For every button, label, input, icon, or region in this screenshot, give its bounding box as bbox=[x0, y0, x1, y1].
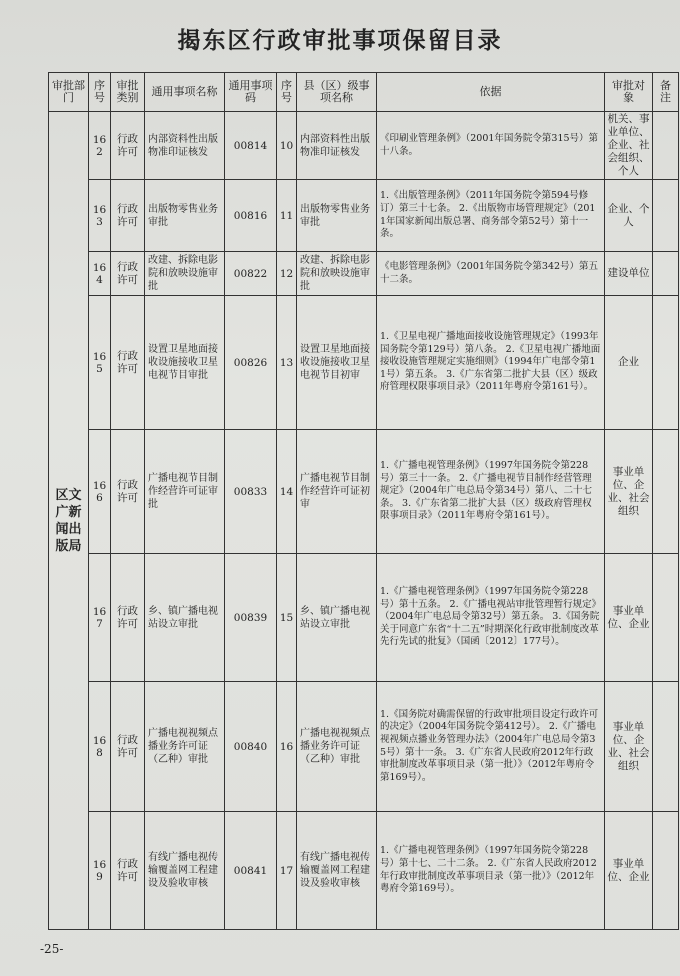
row-number: 169 bbox=[89, 812, 111, 930]
item-seq: 13 bbox=[277, 296, 297, 430]
item-code: 00822 bbox=[225, 252, 277, 296]
item-code: 00841 bbox=[225, 812, 277, 930]
approval-category: 行政许可 bbox=[111, 812, 145, 930]
item-name: 内部资料性出版物准印证核发 bbox=[145, 112, 225, 180]
legal-basis: 1.《出版管理条例》（2011年国务院令第594号修订）第三十七条。 2.《出版物市场管理规定》（2011年国家新闻出版总署、商务部令第52号）第十一条。 bbox=[377, 180, 605, 252]
legal-basis: 1.《广播电视管理条例》（1997年国务院令第228号）第三十一条。 2.《广播电视节目制作经营管理规定》（2004年广电总局令第34号）第八、二十七条。 3.《广东省第二批扩大县（区）级政府管理权限事项目录》（2011年粤府令第161号）。 bbox=[377, 430, 605, 554]
row-number: 164 bbox=[89, 252, 111, 296]
legal-basis: 《印刷业管理条例》（2001年国务院令第315号）第十八条。 bbox=[377, 112, 605, 180]
page-number: -25- bbox=[40, 942, 64, 956]
item-seq: 14 bbox=[277, 430, 297, 554]
remarks-cell bbox=[653, 430, 679, 554]
approval-category: 行政许可 bbox=[111, 682, 145, 812]
row-number: 166 bbox=[89, 430, 111, 554]
item-code: 00833 bbox=[225, 430, 277, 554]
row-number: 165 bbox=[89, 296, 111, 430]
table-row bbox=[49, 812, 679, 930]
legal-basis: 1.《广播电视管理条例》（1997年国务院令第228号）第十五条。 2.《广播电视站审批管理暂行规定》（2004年广电总局令第32号）第五条。 3.《国务院关于同意广东省“十二五”时期深化行政审批制度改革先行先试的批复》（国函〔2012〕177号）。 bbox=[377, 554, 605, 682]
approval-items-table bbox=[48, 72, 679, 930]
item-code: 00816 bbox=[225, 180, 277, 252]
approval-target: 企业、个人 bbox=[605, 180, 653, 252]
table-row bbox=[49, 296, 679, 430]
header-no: 序号 bbox=[89, 73, 111, 112]
header-local-item-name: 县（区）级事项名称 bbox=[297, 73, 377, 112]
header-item-code: 通用事项码 bbox=[225, 73, 277, 112]
local-item-name: 内部资料性出版物准印证核发 bbox=[297, 112, 377, 180]
row-number: 168 bbox=[89, 682, 111, 812]
item-seq: 17 bbox=[277, 812, 297, 930]
item-name: 出版物零售业务审批 bbox=[145, 180, 225, 252]
header-dept: 审批部门 bbox=[49, 73, 89, 112]
approval-category: 行政许可 bbox=[111, 296, 145, 430]
local-item-name: 改建、拆除电影院和放映设施审批 bbox=[297, 252, 377, 296]
table-row bbox=[49, 112, 679, 180]
item-name: 有线广播电视传输覆盖网工程建设及验收审核 bbox=[145, 812, 225, 930]
approval-target: 事业单位、企业 bbox=[605, 812, 653, 930]
item-name: 改建、拆除电影院和放映设施审批 bbox=[145, 252, 225, 296]
local-item-name: 出版物零售业务审批 bbox=[297, 180, 377, 252]
table-row bbox=[49, 252, 679, 296]
approval-target: 事业单位、企业、社会组织 bbox=[605, 682, 653, 812]
item-code: 00826 bbox=[225, 296, 277, 430]
table-header-row bbox=[49, 73, 679, 112]
approval-target: 事业单位、企业、社会组织 bbox=[605, 430, 653, 554]
item-seq: 16 bbox=[277, 682, 297, 812]
local-item-name: 乡、镇广播电视站设立审批 bbox=[297, 554, 377, 682]
approval-category: 行政许可 bbox=[111, 180, 145, 252]
page-title: 揭东区行政审批事项保留目录 bbox=[177, 27, 503, 54]
table-row bbox=[49, 682, 679, 812]
local-item-name: 广播电视视频点播业务许可证（乙种）审批 bbox=[297, 682, 377, 812]
approval-category: 行政许可 bbox=[111, 554, 145, 682]
header-remarks: 备注 bbox=[653, 73, 679, 112]
item-code: 00840 bbox=[225, 682, 277, 812]
approval-category: 行政许可 bbox=[111, 430, 145, 554]
row-number: 163 bbox=[89, 180, 111, 252]
remarks-cell bbox=[653, 112, 679, 180]
legal-basis: 1.《国务院对确需保留的行政审批项目设定行政许可的决定》（2004年国务院令第412号）。 2.《广播电视视频点播业务管理办法》（2004年广电总局令第35号）第十一条。 3.《广东省人民政府2012年行政审批制度改革事项目录（第一批）》（2012年粤府令第169号）。 bbox=[377, 682, 605, 812]
legal-basis: 《电影管理条例》（2001年国务院令第342号）第五十二条。 bbox=[377, 252, 605, 296]
item-seq: 12 bbox=[277, 252, 297, 296]
header-category: 审批类别 bbox=[111, 73, 145, 112]
legal-basis: 1.《广播电视管理条例》（1997年国务院令第228号）第十七、二十二条。 2.《广东省人民政府2012年行政审批制度改革事项目录（第一批）》（2012年粤府令第169号）。 bbox=[377, 812, 605, 930]
local-item-name: 有线广播电视传输覆盖网工程建设及验收审核 bbox=[297, 812, 377, 930]
approval-target: 机关、事业单位、企业、社会组织、个人 bbox=[605, 112, 653, 180]
table-row bbox=[49, 430, 679, 554]
remarks-cell bbox=[653, 682, 679, 812]
remarks-cell bbox=[653, 296, 679, 430]
item-name: 乡、镇广播电视站设立审批 bbox=[145, 554, 225, 682]
item-seq: 15 bbox=[277, 554, 297, 682]
local-item-name: 广播电视节目制作经营许可证初审 bbox=[297, 430, 377, 554]
row-number: 162 bbox=[89, 112, 111, 180]
item-seq: 10 bbox=[277, 112, 297, 180]
local-item-name: 设置卫星地面接收设施接收卫星电视节目初审 bbox=[297, 296, 377, 430]
item-name: 广播电视视频点播业务许可证（乙种）审批 bbox=[145, 682, 225, 812]
approval-target: 事业单位、企业 bbox=[605, 554, 653, 682]
table-row bbox=[49, 180, 679, 252]
item-seq: 11 bbox=[277, 180, 297, 252]
item-code: 00814 bbox=[225, 112, 277, 180]
item-name: 广播电视节目制作经营许可证审批 bbox=[145, 430, 225, 554]
department-cell: 区文广新闻出版局 bbox=[49, 112, 89, 930]
approval-category: 行政许可 bbox=[111, 252, 145, 296]
approval-target: 企业 bbox=[605, 296, 653, 430]
table-row bbox=[49, 554, 679, 682]
item-code: 00839 bbox=[225, 554, 277, 682]
approval-category: 行政许可 bbox=[111, 112, 145, 180]
header-basis: 依据 bbox=[377, 73, 605, 112]
remarks-cell bbox=[653, 180, 679, 252]
header-item-name: 通用事项名称 bbox=[145, 73, 225, 112]
remarks-cell bbox=[653, 554, 679, 682]
remarks-cell bbox=[653, 812, 679, 930]
approval-target: 建设单位 bbox=[605, 252, 653, 296]
item-name: 设置卫星地面接收设施接收卫星电视节目审批 bbox=[145, 296, 225, 430]
remarks-cell bbox=[653, 252, 679, 296]
legal-basis: 1.《卫星电视广播地面接收设施管理规定》（1993年国务院令第129号）第八条。 2.《卫星电视广播地面接收设施管理规定实施细则》（1994年广电部令第11号）第五条。 3.《广东省第二批扩大县（区）级政府管理权限事项目录》（2011年粤府令第161号）。 bbox=[377, 296, 605, 430]
row-number: 167 bbox=[89, 554, 111, 682]
header-target: 审批对象 bbox=[605, 73, 653, 112]
header-seq: 序号 bbox=[277, 73, 297, 112]
